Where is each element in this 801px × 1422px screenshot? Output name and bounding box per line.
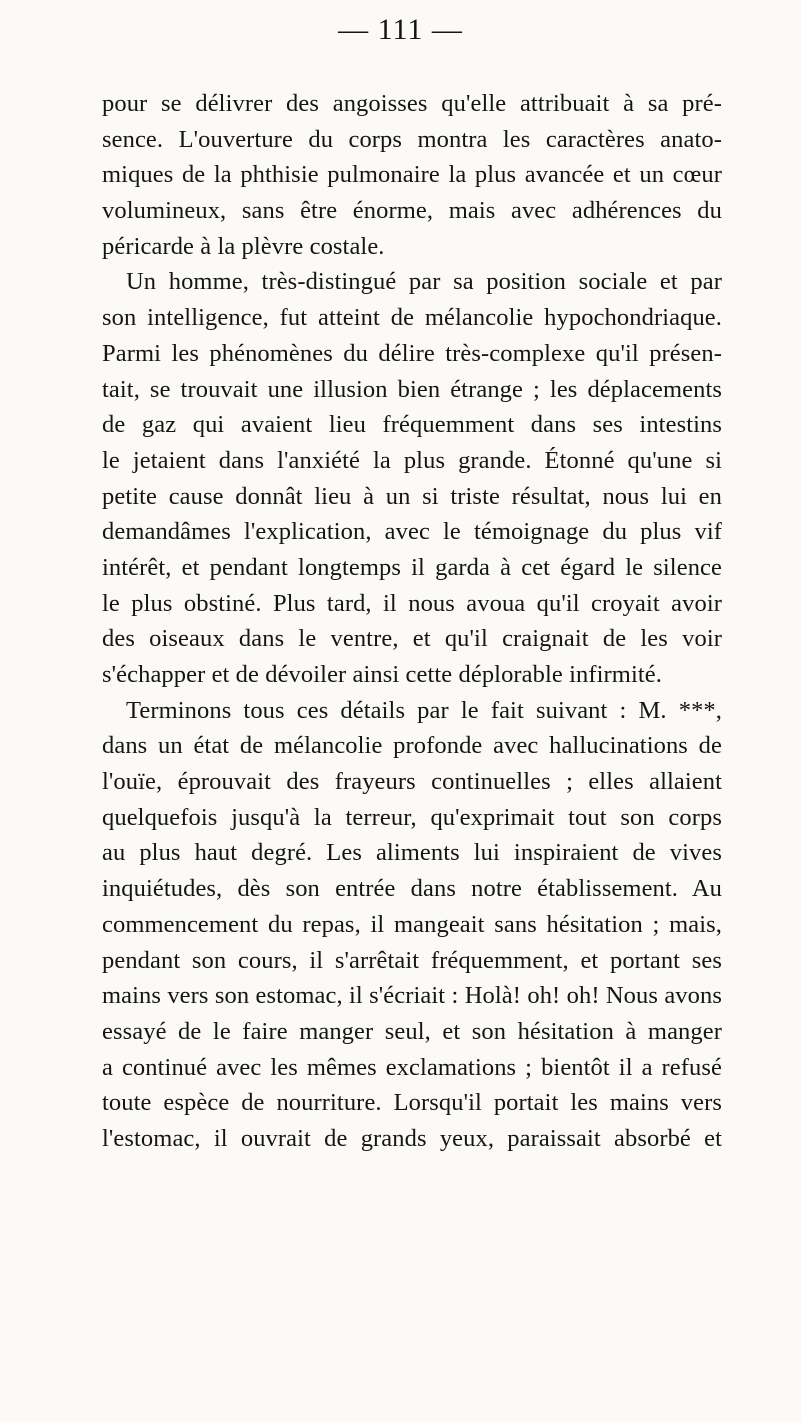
text-line: pour se délivrer des angoisses qu'elle attribuait à sa pré- <box>102 90 722 117</box>
text-line: des oiseaux dans le ventre, et qu'il craignait de les voir <box>102 625 722 653</box>
text-line: toute espèce de nourriture. Lorsqu'il portait les mains vers <box>102 1089 722 1117</box>
text-line: essayé de le faire manger seul, et son hésitation à manger <box>102 1017 722 1045</box>
text-line: Parmi les phénomènes du délire très-complexe qu'il présen- <box>102 339 722 367</box>
text-line: demandâmes l'explication, avec le témoignage du plus vif <box>102 518 722 546</box>
text-line: dans un état de mélancolie profonde avec hallucinations de <box>102 732 722 760</box>
text-line: miques de la phthisie pulmonaire la plus avancée et un cœur <box>102 161 722 189</box>
text-line: quelquefois jusqu'à la terreur, qu'exprimait tout son corps <box>102 803 722 831</box>
text-line: a continué avec les mêmes exclamations ; bientôt il a refusé <box>102 1053 722 1081</box>
text-line: le jetaient dans l'anxiété la plus grande. Étonné qu'une si <box>102 446 722 474</box>
text-line: pendant son cours, il s'arrêtait fréquemment, et portant ses <box>102 946 722 974</box>
text-line: commencement du repas, il mangeait sans hésitation ; mais, <box>102 910 722 938</box>
page-number: — 111 — <box>338 13 463 46</box>
text-line: intérêt, et pendant longtemps il garda à cet égard le silence <box>102 553 722 581</box>
text-line: l'ouïe, éprouvait des frayeurs continuelles ; elles allaient <box>102 768 722 796</box>
text-line: s'échapper et de dévoiler ainsi cette déplorable infirmité. <box>102 661 662 688</box>
text-line: inquiétudes, dès son entrée dans notre établissement. Au <box>102 875 722 903</box>
text-line: sence. L'ouverture du corps montra les caractères anato- <box>102 125 722 153</box>
text-line: l'estomac, il ouvrait de grands yeux, paraissait absorbé et <box>102 1124 722 1152</box>
text-line: péricarde à la plèvre costale. <box>102 232 385 260</box>
text-line: le plus obstiné. Plus tard, il nous avoua qu'il croyait avoir <box>102 589 722 617</box>
text-line: mains vers son estomac, il s'écriait : Holà! oh! oh! Nous avons <box>102 982 722 1010</box>
text-line: son intelligence, fut atteint de mélancolie hypochondriaque. <box>102 304 722 332</box>
text-line: au plus haut degré. Les aliments lui inspiraient de vives <box>102 839 722 867</box>
text-line: Terminons tous ces détails par le fait suivant : M. ***, <box>126 696 722 724</box>
text-line: de gaz qui avaient lieu fréquemment dans ses intestins <box>102 411 722 439</box>
text-line: volumineux, sans être énorme, mais avec adhérences du <box>102 197 722 225</box>
text-line: tait, se trouvait une illusion bien étrange ; les déplacements <box>102 375 722 403</box>
text-line: Un homme, très-distingué par sa position sociale et par <box>126 268 722 296</box>
body-text <box>102 86 722 1157</box>
text-line: petite cause donnât lieu à un si triste résultat, nous lui en <box>102 482 722 510</box>
